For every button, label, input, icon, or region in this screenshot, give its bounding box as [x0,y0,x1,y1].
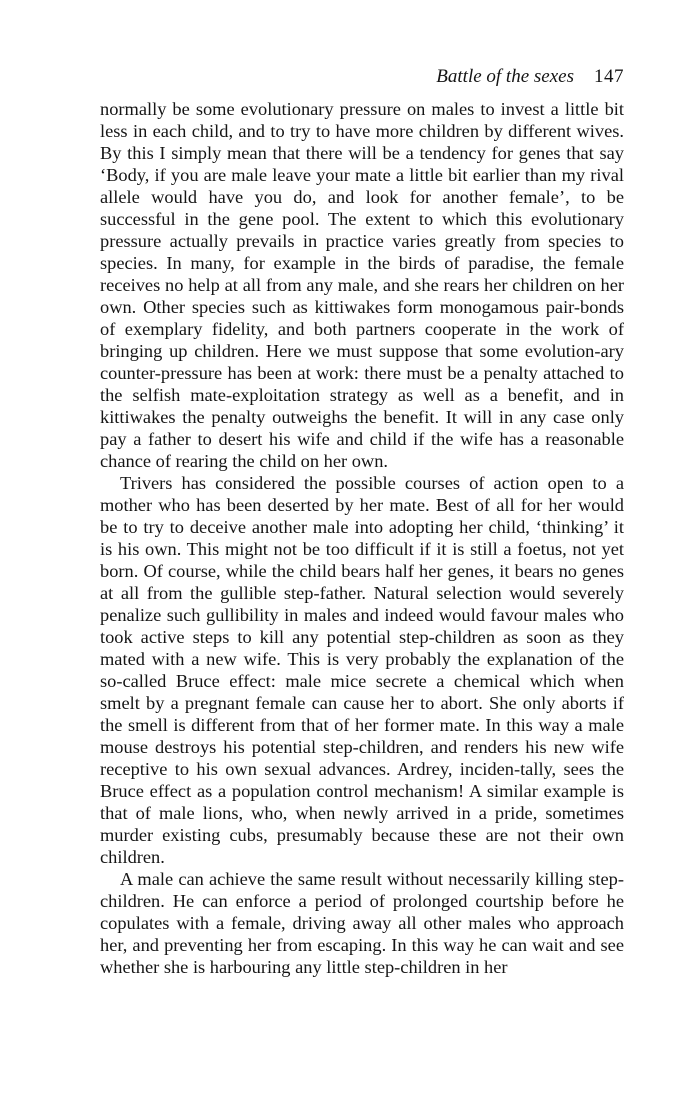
paragraph-3: A male can achieve the same result without necessarily killing step-children. He can enforce a period of prolonged courtship before he copulates with a female, driving away all other males who approach her, and preventing her from escaping. In this way he can wait and see whether she is harbouring any little step-children in her [100,869,624,977]
paragraph-1: normally be some evolutionary pressure on males to invest a little bit less in each child, and to try to have more children by different wives. By this I simply mean that there will be a tendency for genes that say ‘Body, if you are male leave your mate a little bit earlier than my rival allele would have you do, and look for another female’, to be successful in the gene pool. The extent to which this evolutionary pressure actually prevails in practice varies greatly from species to species. In many, for example in the birds of paradise, the female receives no help at all from any male, and she rears her children on her own. Other species such as kittiwakes form monogamous pair-bonds of exemplary fidelity, and both partners cooperate in the work of bringing up children. Here we must suppose that some evolution-ary counter-pressure has been at work: there must be a penalty attached to the selfish mate-exploitation strategy as well as a benefit, and in kittiwakes the penalty outweighs the benefit. It will in any case only pay a father to desert his wife and child if the wife has a reasonable chance of rearing the child on her own. [100,99,624,471]
book-page [100,66,624,978]
body-text [100,98,624,978]
running-title: Battle of the sexes [436,66,574,87]
running-head [100,66,624,92]
paragraph-2: Trivers has considered the possible courses of action open to a mother who has been deserted by her mate. Best of all for her would be to try to deceive another male into adopting her child, ‘thinking’ it is his own. This might not be too difficult if it is still a foetus, not yet born. Of course, while the child bears half her genes, it bears no genes at all from the gullible step-father. Natural selection would severely penalize such gullibility in males and indeed would favour males who took active steps to kill any potential step-children as soon as they mated with a new wife. This is very probably the explanation of the so-called Bruce effect: male mice secrete a chemical which when smelt by a pregnant female can cause her to abort. She only aborts if the smell is different from that of her former mate. In this way a male mouse destroys his potential step-children, and renders his new wife receptive to his own sexual advances. Ardrey, inciden-tally, sees the Bruce effect as a population control mechanism! A similar example is that of male lions, who, when newly arrived in a pride, sometimes murder existing cubs, presumably because these are not their own children. [100,473,624,867]
page-number: 147 [594,66,624,87]
